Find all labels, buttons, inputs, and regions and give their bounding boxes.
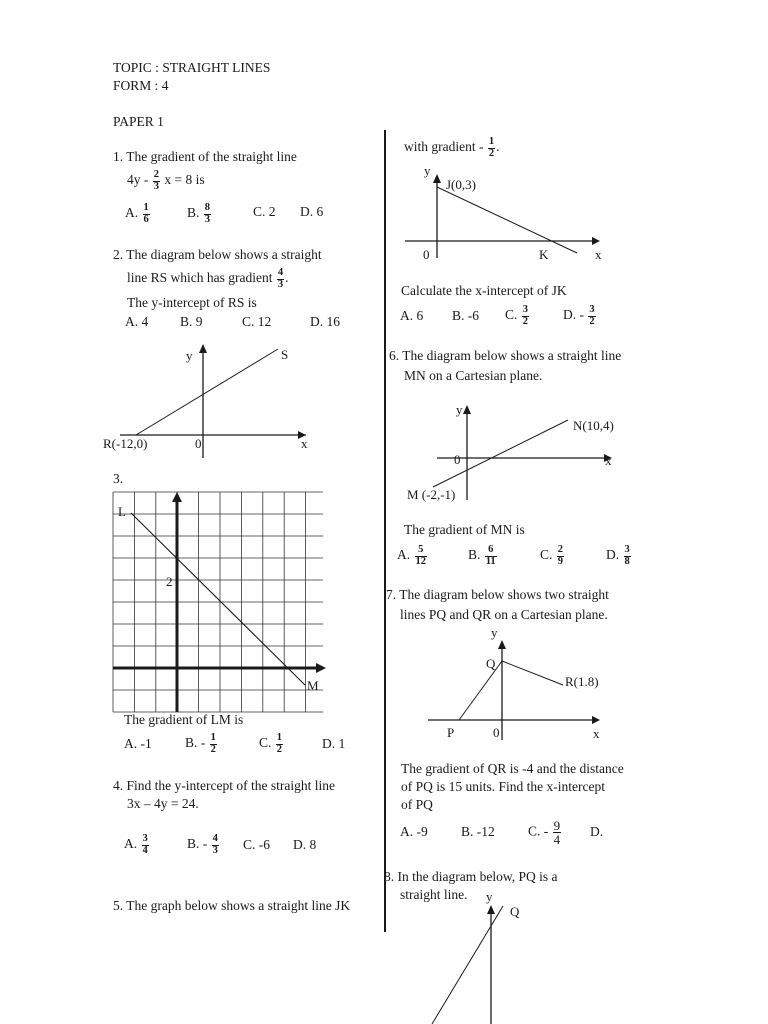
q6-label-origin: 0 (454, 452, 461, 467)
q7-stem-line4: of PQ is 15 units. Find the x-intercept (401, 779, 605, 794)
q3-option-b: B. - $\frac{1}{2}$ (185, 732, 216, 755)
q8-label-q: Q (510, 904, 520, 919)
q1-option-d: D. 6 (300, 204, 324, 219)
q7-label-q: Q (486, 656, 496, 671)
q5-option-d-fraction: $\frac{3}{2}$ (589, 304, 595, 327)
q8-stem-line1: 8. In the diagram below, PQ is a (384, 869, 558, 884)
paper-line: PAPER 1 (113, 114, 164, 129)
q3-option-a: A. -1 (124, 736, 152, 751)
q5-label-x: x (595, 247, 602, 262)
q5-gradient-fraction: $\frac{1}{2}$ (488, 136, 495, 159)
q4-option-b-fraction: $\frac{4}{3}$ (212, 833, 218, 856)
q2-label-r: R(-12,0) (103, 436, 148, 451)
q7-stem-line5: of PQ (401, 797, 433, 812)
q2-option-d: D. 16 (310, 314, 340, 329)
q2-gradient-fraction: $\frac{4}{3}$ (277, 267, 284, 290)
q3-option-c-fraction: $\frac{1}{2}$ (276, 732, 283, 755)
q2-option-b: B. 9 (180, 314, 203, 329)
q3-stem: The gradient of LM is (124, 712, 244, 727)
q3-option-b-fraction: $\frac{1}{2}$ (210, 732, 216, 755)
q8-stem-line2: straight line. (400, 887, 468, 902)
q7-option-d: D. (590, 824, 604, 839)
q7-stem-line3: The gradient of QR is -4 and the distance (401, 761, 624, 776)
q6-option-a: A. $\frac{5}{12}$ (397, 544, 426, 567)
q7-stem-line1: 7. The diagram below shows two straight (386, 587, 609, 602)
q4-option-a-fraction: $\frac{3}{4}$ (142, 833, 148, 856)
q5-option-b: B. -6 (452, 308, 479, 323)
q6-label-x: x (605, 453, 612, 468)
q2-label-s: S (281, 347, 289, 362)
q2-label-x: x (301, 436, 308, 451)
q8-line-pq (432, 906, 503, 1024)
q6-label-y: y (456, 402, 463, 417)
q4-option-a: A. $\frac{3}{4}$ (124, 833, 148, 856)
topic-line: TOPIC : STRAIGHT LINES (113, 60, 271, 75)
q6-stem-line3: The gradient of MN is (404, 522, 525, 537)
q6-option-b: B. $\frac{6}{11}$ (468, 544, 496, 567)
q1-option-c: C. 2 (253, 204, 276, 219)
q3-label-m: M (307, 678, 319, 693)
q6-option-c-fraction: $\frac{2}{9}$ (557, 544, 564, 567)
q5-stem-line1: 5. The graph below shows a straight line JK (113, 898, 351, 913)
q4-stem-line1: 4. Find the y-intercept of the straight line (113, 778, 335, 793)
q5-label-origin: 0 (423, 247, 430, 262)
q8-y-arrowhead (487, 905, 495, 914)
q6-label-n: N(10,4) (573, 418, 614, 433)
q7-label-y: y (491, 625, 498, 640)
q7-option-c-fraction: $\frac{9}{4}$ (553, 818, 561, 847)
q5-label-y: y (424, 163, 431, 178)
q6-option-d-fraction: $\frac{3}{8}$ (624, 544, 630, 567)
q3-label-2: 2 (166, 574, 173, 589)
q3-option-d: D. 1 (322, 736, 346, 751)
q7-option-c: C. - $\frac{9}{4}$ (528, 818, 561, 847)
q6-option-b-fraction: $\frac{6}{11}$ (485, 544, 496, 567)
q4-stem-line2: 3x – 4y = 24. (127, 796, 199, 811)
q8-label-y: y (486, 889, 493, 904)
q2-stem-line2: line RS which has gradient $\frac{4}{3}$ . (127, 267, 289, 290)
q7-label-x: x (593, 726, 600, 741)
q1-eq-part-b: x = 8 is (164, 172, 205, 188)
q6-option-c: C. $\frac{2}{9}$ (540, 544, 564, 567)
q1-stem: 1. The gradient of the straight line (113, 149, 297, 164)
q7-option-b: B. -12 (461, 824, 495, 839)
q6-stem-line1: 6. The diagram below shows a straight line (389, 348, 622, 363)
q2-label-y: y (186, 348, 193, 363)
q5-option-c-fraction: $\frac{3}{2}$ (522, 304, 529, 327)
q2-option-c: C. 12 (242, 314, 272, 329)
q7-label-p: P (447, 725, 455, 740)
q5-option-c: C. $\frac{3}{2}$ (505, 304, 529, 327)
q4-option-c: C. -6 (243, 837, 270, 852)
q4-option-d: D. 8 (293, 837, 317, 852)
q7-option-a: A. -9 (400, 824, 428, 839)
q6-label-m: M (-2,-1) (407, 487, 456, 502)
q2-stem-line3: The y-intercept of RS is (127, 295, 257, 310)
q5-option-a: A. 6 (400, 308, 424, 323)
q1-option-b-fraction: $\frac{8}{3}$ (204, 202, 211, 225)
q1-option-b: B. $\frac{8}{3}$ (187, 202, 211, 225)
q5-option-d: D. - $\frac{3}{2}$ (563, 304, 595, 327)
q4-option-b: B. - $\frac{4}{3}$ (187, 833, 218, 856)
q2-option-a: A. 4 (125, 314, 149, 329)
q5-label-j: J(0,3) (446, 177, 476, 192)
q6-option-d: D. $\frac{3}{8}$ (606, 544, 630, 567)
q5-stem-line3: Calculate the x-intercept of JK (401, 283, 567, 298)
form-line: FORM : 4 (113, 78, 169, 93)
q1-eq-part-a: 4y - (127, 172, 149, 188)
q5-stem-line2: with gradient - $\frac{1}{2}$ . (404, 136, 500, 159)
q3-label-l: L (118, 504, 126, 519)
q5-label-k: K (539, 247, 549, 262)
q2-label-origin: 0 (195, 436, 202, 451)
q1-eq-fraction: $\frac{2}{3}$ (153, 169, 159, 192)
q7-label-origin: 0 (493, 725, 500, 740)
q7-stem-line2: lines PQ and QR on a Cartesian plane. (400, 607, 608, 622)
q1-option-a: A. $\frac{1}{6}$ (125, 202, 149, 225)
q3-number: 3. (113, 471, 124, 486)
q2-stem-line1: 2. The diagram below shows a straight (113, 247, 322, 262)
q6-stem-line2: MN on a Cartesian plane. (404, 368, 543, 383)
q3-option-c: C. $\frac{1}{2}$ (259, 732, 283, 755)
q1-option-a-fraction: $\frac{1}{6}$ (143, 202, 149, 225)
q7-label-r: R(1.8) (565, 674, 599, 689)
q6-option-a-fraction: $\frac{5}{12}$ (415, 544, 426, 567)
